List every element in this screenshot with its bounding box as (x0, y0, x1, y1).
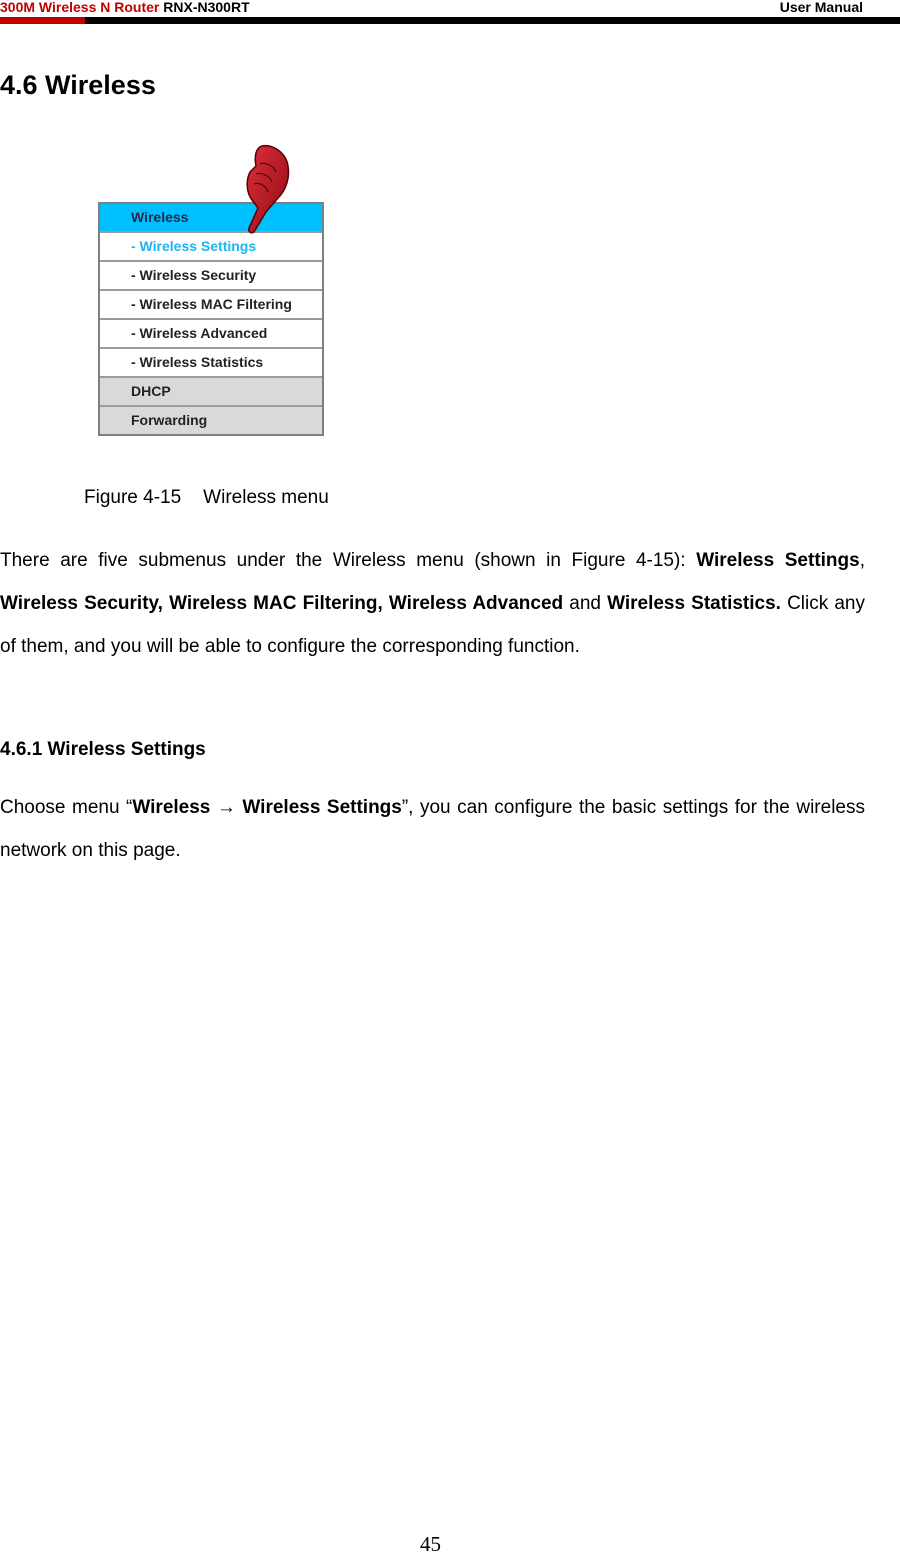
subsection-title: 4.6.1 Wireless Settings (0, 739, 206, 760)
page-number: 45 (420, 1532, 441, 1556)
header-product (0, 0, 250, 15)
text-run: ”, you can configure the basic settings for the wireless network on this page. (0, 797, 865, 861)
header-product-name: 300M Wireless N Router (0, 0, 160, 15)
menu-item-dhcp[interactable]: DHCP (100, 378, 322, 407)
bold-run: Wireless (132, 797, 211, 818)
bold-run: Wireless Settings (696, 550, 860, 571)
figure-caption (84, 487, 329, 509)
pointing-hand-icon (232, 142, 294, 234)
text-run: There are five submenus under the Wireless menu (shown in Figure 4-15): (0, 550, 697, 571)
header-doc-type: User Manual (779, 0, 863, 15)
header-rule (0, 17, 900, 24)
bold-run: Wireless Settings (242, 797, 402, 818)
arrow-run: → (210, 797, 243, 818)
page-header (0, 0, 900, 24)
menu-item-wireless[interactable]: Wireless (100, 204, 322, 233)
wireless-menu-figure (96, 128, 326, 444)
menu-item-wireless-mac-filtering[interactable]: - Wireless MAC Filtering (100, 291, 322, 320)
menu-item-forwarding[interactable]: Forwarding (100, 407, 322, 434)
text-run: and (563, 593, 608, 614)
menu-item-wireless-statistics[interactable]: - Wireless Statistics (100, 349, 322, 378)
text-run: Click any of them, and you will be able to configure the corresponding function. (0, 593, 865, 657)
figure-number: Figure 4-15 (84, 487, 182, 508)
text-run: Choose menu “ (0, 797, 133, 818)
header-model: RNX-N300RT (163, 0, 250, 15)
bold-run: Wireless Security, Wireless MAC Filtering, Wireless Advanced (0, 593, 564, 614)
text-run: , (859, 550, 865, 571)
figure-caption-text: Wireless menu (203, 487, 329, 508)
menu-item-wireless-security[interactable]: - Wireless Security (100, 262, 322, 291)
bold-run: Wireless Statistics. (607, 593, 781, 614)
menu-item-wireless-settings[interactable]: - Wireless Settings (100, 233, 322, 262)
section-title: 4.6 Wireless (0, 70, 156, 100)
header-rule-accent (0, 17, 85, 24)
menu-item-wireless-advanced[interactable]: - Wireless Advanced (100, 320, 322, 349)
settings-paragraph (0, 786, 865, 872)
intro-paragraph (0, 539, 865, 668)
wireless-menu (98, 202, 324, 436)
